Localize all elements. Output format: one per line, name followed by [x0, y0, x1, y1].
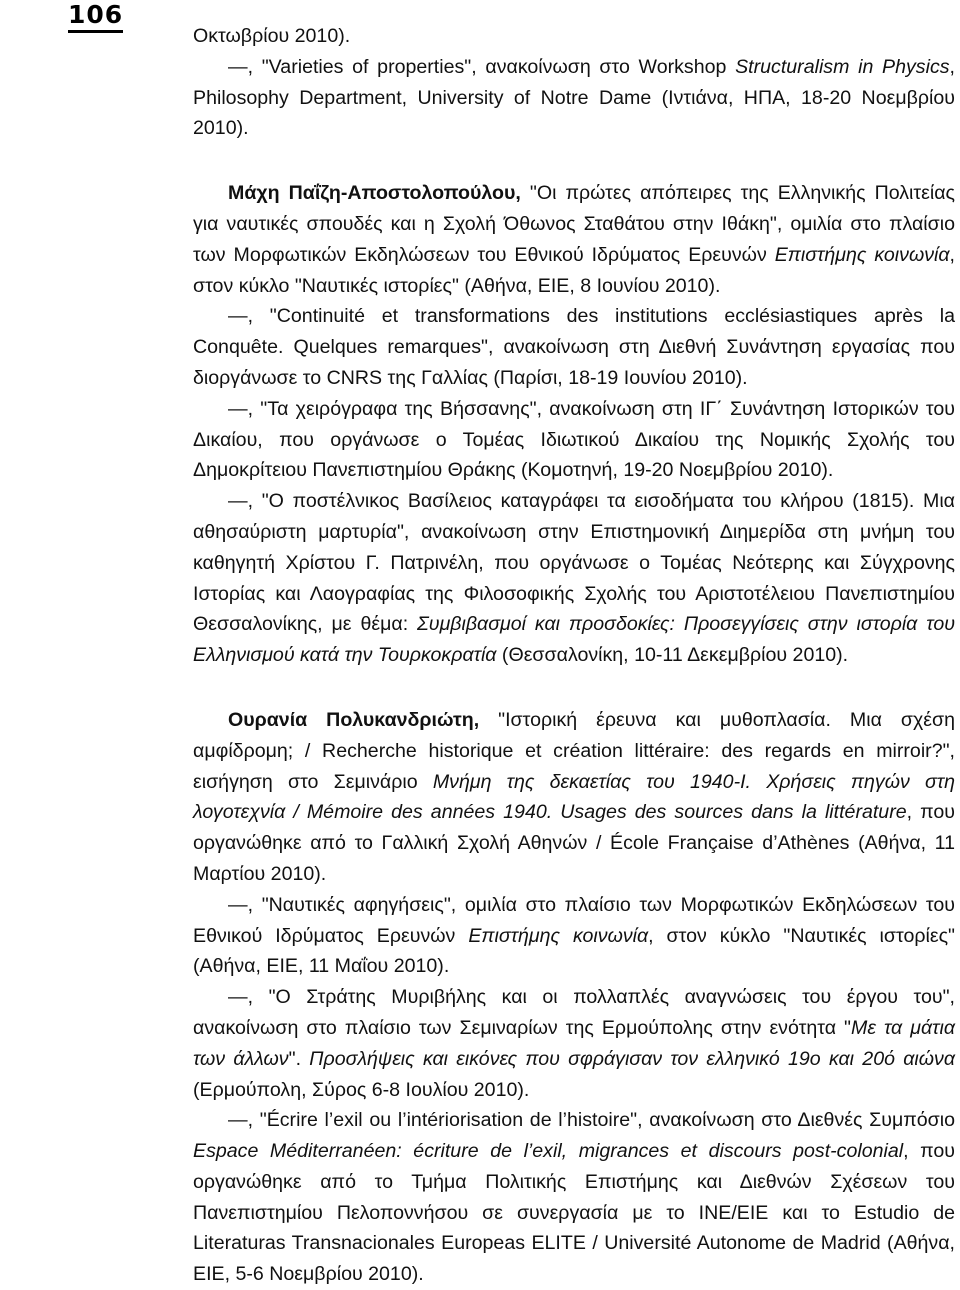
- entry-text: "Οι πρώτες απόπειρες της Ελληνικής Πολιτείας για ναυτικές σπουδές και η Σχολή Όθωνος Σταθάτου στην Ιθάκη", ομιλία στο πλαίσιο των Μορφωτικών Εκδηλώσεων του Εθνικού Ιδρύματος Ερευνών: [193, 182, 955, 266]
- entry-text: —, "Continuité et transformations des institutions ecclésiastiques après la Conquête. Quelques remarques", ανακοίνωση στη Διεθνή Συνάντηση εργασίας που διοργάνωσε το CNRS της Γαλλίας (Παρίσι, 18-19 Ιουνίου 2010).: [193, 305, 955, 389]
- entry-text: , στον κύκλο "Ναυτικές ιστορίες" (Αθήνα, ΕΙΕ, 8 Ιουνίου 2010).: [193, 243, 955, 297]
- entry-text: ".: [288, 1047, 310, 1070]
- italic-title: Επιστήμης κοινωνία: [774, 243, 950, 266]
- entry-polykandrioti-historical-research: [193, 705, 955, 890]
- author-name: Μάχη Παΐζη-Αποστολοπούλου,: [228, 182, 521, 205]
- italic-title: Επιστήμης κοινωνία: [468, 924, 649, 947]
- entry-varieties-of-properties: [193, 52, 955, 144]
- entry-naval-narratives: [193, 890, 955, 982]
- entry-text: —, "Τα χειρόγραφα της Βήσσανης", ανακοίνωση στη ΙΓ΄ Συνάντηση Ιστορικών του Δικαίου, που οργάνωσε ο Τομέας Ιδιωτικού Δικαίου της Νομικής Σχολής του Δημοκρίτειου Πανεπιστημίου Θράκης (Κομοτηνή, 19-20 Νοεμβρίου 2010).: [193, 397, 955, 482]
- entry-text: , Philosophy Department, University of Notre Dame (Ιντιάνα, ΗΠΑ, 18-20 Νοεμβρίου 2010).: [193, 55, 955, 140]
- entry-text: —, "Varieties of properties", ανακοίνωση στο Workshop: [228, 55, 736, 78]
- italic-title: Με τα μάτια των άλλων: [193, 1016, 955, 1070]
- entry-text: —, "Écrire l’exil ou l’intériorisation de l’histoire", ανακοίνωση στο Διεθνές Συμπόσιο: [228, 1109, 955, 1132]
- entry-text: —, "Ο ποστέλνικος Βασίλειος καταγράφει τα εισοδήματα του κλήρου (1815). Μια αθησαύριστη μαρτυρία", ανακοίνωση στην Επιστημονική Διημερίδα στη μνήμη του καθηγητή Χρίστου Γ. Πατρινέλη, που οργάνωσε ο Τομέας Νεότερης και Σύγχρονης Ιστορίας και Λαογραφίας της Φιλοσοφικής Σχολής του Αριστοτέλειου Πανεπιστημίου Θεσσαλονίκης, με θέμα:: [193, 490, 955, 636]
- entry-text: , στον κύκλο "Ναυτικές ιστορίες" (Αθήνα, ΕΙΕ, 11 Μαΐου 2010).: [193, 924, 955, 978]
- entry-text: , που οργανώθηκε από το Τμήμα Πολιτικής Επιστήμης και Διεθνών Σχέσεων του Πανεπιστημίου Πελοποννήσου σε συνεργασία με το ΙΝΕ/ΕΙΕ και το Estudio de Literaturas Transnacionales Europeas ELITE / Université Autonome de Madrid (Αθήνα, ΕΙΕ, 5-6 Νοεμβρίου 2010).: [193, 1140, 955, 1286]
- italic-title: Structuralism in Physics: [735, 55, 950, 78]
- entry-text: , που οργανώθηκε από το Γαλλική Σχολή Αθηνών / École Française d’Athènes (Αθήνα, 11 Μαρτίου 2010).: [193, 801, 955, 885]
- page-body: [193, 21, 955, 1290]
- entry-myrivilis-readings: [193, 982, 955, 1105]
- italic-title: Espace Méditerranéen: écriture de l’exil, migrances et discours post-colonial: [193, 1140, 904, 1163]
- italic-title: Συμβιβασμοί και προσδοκίες: Προσεγγίσεις στην ιστορία του Ελληνισμού κατά την Τουρκοκρατία: [193, 613, 955, 667]
- entry-text: —, "Ο Στράτης Μυριβήλης και οι πολλαπλές αναγνώσεις του έργου του", ανακοίνωση στο πλαίσιο των Σεμιναρίων της Ερμούπολης στην ενότητα ": [193, 986, 955, 1039]
- author-name: Ουρανία Πολυκανδριώτη,: [228, 708, 480, 731]
- entry-text: —, "Ναυτικές αφηγήσεις", ομιλία στο πλαίσιο των Μορφωτικών Εκδηλώσεων του Εθνικού Ιδρύματος Ερευνών: [193, 893, 955, 947]
- entry-ecrire-l-exil: [193, 1105, 955, 1290]
- entry-text: Οκτωβρίου 2010).: [193, 25, 351, 47]
- page-number: 106: [68, 2, 123, 33]
- italic-title: Προσλήψεις και εικόνες που σφράγισαν τον ελληνικό 19ο και 20ό αιώνα: [309, 1047, 956, 1070]
- entry-text: (Ερμούπολη, Σύρος 6-8 Ιουλίου 2010).: [193, 1078, 530, 1101]
- entry-continuite-et-transformations: [193, 301, 955, 393]
- entry-paizi-naval-studies: [193, 178, 955, 301]
- entry-postelnikos-vasileios: [193, 486, 955, 671]
- entry-text: "Ιστορική έρευνα και μυθοπλασία. Μια σχέση αμφίδρομη; / Recherche historique et création littéraire: des regards en mirroir?", εισήγηση στο Σεμινάριο: [193, 708, 956, 793]
- entry-continuation: [193, 21, 955, 52]
- entry-vissani-manuscripts: [193, 394, 955, 486]
- italic-title: Μνήμη της δεκαετίας του 1940-Ι. Χρήσεις πηγών στη λογοτεχνία / Mémoire des années 1940. Usages des sources dans la littérature: [193, 770, 955, 824]
- entry-text: (Θεσσαλονίκη, 10-11 Δεκεμβρίου 2010).: [496, 644, 849, 667]
